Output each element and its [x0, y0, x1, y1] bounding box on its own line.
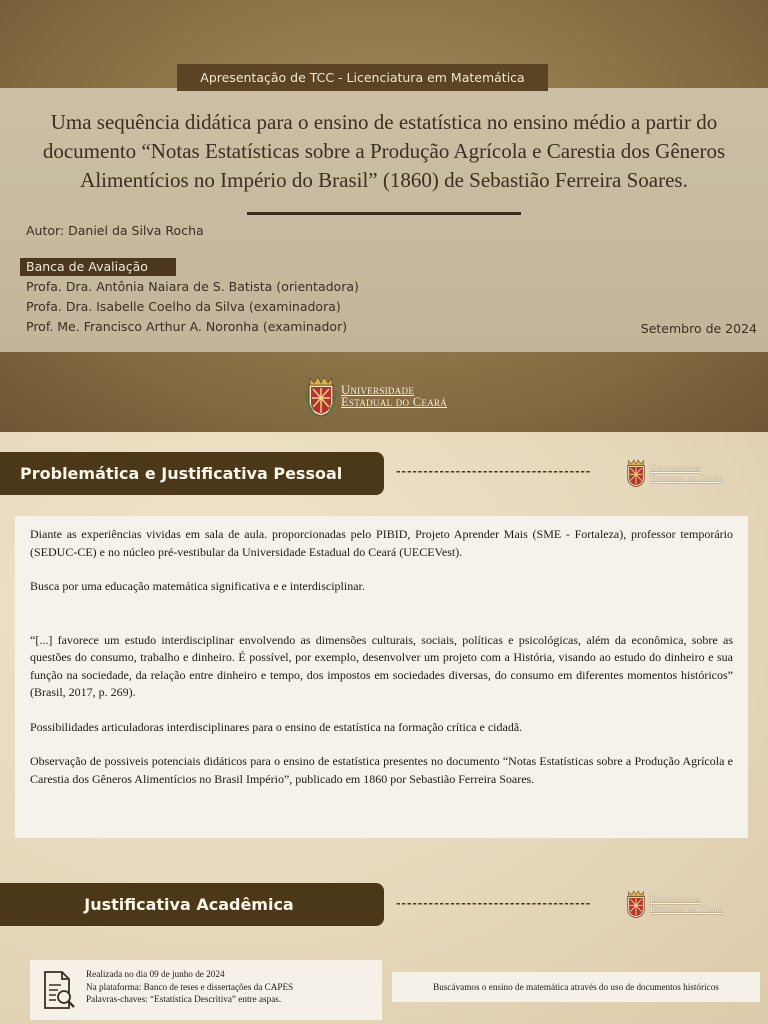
committee-label: Banca de Avaliação [20, 258, 176, 276]
academic-goal-box: Buscávamos o ensino de matemática através do uso de documentos históricos [392, 972, 760, 1002]
paragraph: Busca por uma educação matemática significativa e e interdisciplinar. [30, 579, 365, 593]
title-line: documento “Notas Estatísticas sobre a Produção Agrícola e Carestia dos Gêneros [42, 139, 726, 163]
paragraph: Possibilidades articuladoras interdisciplinares para o ensino de estatística na formação crítica e cidadã. [30, 719, 523, 734]
document-search-icon [42, 968, 76, 1012]
author-name: Autor: Daniel da Silva Rocha [26, 223, 204, 238]
paragraph-quote: “[...] favorece um estudo interdisciplinar envolvendo as dimensões culturais, sociais, políticas e psicológicas, além da econômica, sobre as questões do consumo, trabalho e dinheiro. É possível, por exemplo, desenvolver um projeto com a História, visando ao estudo do dinheiro e sua função na sociedade, da relação entre dinheiro e tempo, dos impostos em sociedades diversas, do consumo em diferentes momentos históricos” (Brasil, 2017, p. 269). [30, 632, 733, 699]
title-line: Uma sequência didática para o ensino de estatística no ensino médio a partir do [50, 110, 718, 134]
university-name-line2: Estadual do Ceará [650, 904, 724, 914]
section-title-problematica: Problemática e Justificativa Pessoal [0, 452, 384, 495]
university-logo-small [625, 458, 724, 488]
university-name-line1: Universidade [341, 383, 415, 397]
paragraph: Observação de possiveis potenciais didáticos para o ensino de estatística presentes no documento “Notas Estatísticas sobre a Produção Agrícola e Carestia dos Gêneros Alimentícios no Brasil Império”, publicado em 1860 por Sebastião Ferreira Soares. [30, 754, 733, 786]
title-divider [247, 212, 521, 215]
university-name-line1: Universidade [650, 894, 701, 904]
info-line: Na plataforma: Banco de teses e dissertações da CAPES [86, 981, 294, 992]
university-crest-icon [305, 375, 337, 417]
info-line: Realizada no dia 09 de junho de 2024 [86, 969, 225, 979]
university-name-line2: Estadual do Ceará [650, 473, 724, 483]
committee-member: Profa. Dra. Antônia Naiara de S. Batista (orientadora) [26, 279, 359, 294]
search-info-box [30, 960, 382, 1020]
university-logo [305, 375, 447, 417]
justification-text-box [15, 516, 748, 838]
university-logo-small [625, 889, 724, 919]
presentation-tag: Apresentação de TCC - Licenciatura em Matemática [177, 64, 548, 91]
university-crest-icon [625, 458, 647, 488]
university-name-line1: Universidade [650, 463, 701, 473]
presentation-date: Setembro de 2024 [640, 321, 757, 336]
committee-member: Profa. Dra. Isabelle Coelho da Silva (examinadora) [26, 299, 341, 314]
dashed-separator: ------------------------------------ [395, 465, 591, 478]
section-title-justificativa-academica: Justificativa Acadêmica [0, 883, 384, 926]
committee-members [26, 277, 359, 337]
title-slide [0, 0, 768, 432]
dashed-separator: ------------------------------------ [395, 897, 591, 910]
committee-member: Prof. Me. Francisco Arthur A. Noronha (examinador) [26, 319, 348, 334]
thesis-title [14, 108, 754, 195]
title-line: Alimentícios no Império do Brasil” (1860) de Sebastião Ferreira Soares. [80, 168, 688, 192]
paragraph: Diante as experiências vividas em sala de aula. proporcionadas pelo PIBID, Projeto Aprender Mais (SME - Fortaleza), professor temporário (SEDUC-CE) e no núcleo pré-vestibular da Universidade Estadual do Ceará (UECEVest). [30, 527, 733, 559]
university-name-line2: Estadual do Ceará [341, 395, 448, 409]
info-line: Palavras-chaves: “Estatística Descritiva” entre aspas. [86, 994, 282, 1004]
university-crest-icon [625, 889, 647, 919]
